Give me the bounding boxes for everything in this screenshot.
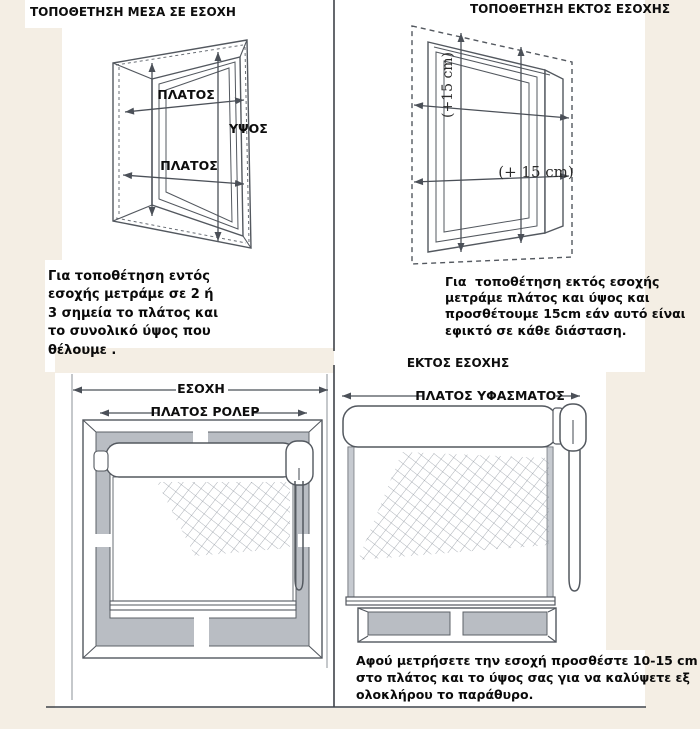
label-plus15-vertical: (+15 cm) (440, 51, 456, 119)
roller-tube (106, 443, 296, 477)
roller-tube (343, 406, 557, 447)
note-outside-recess (445, 274, 686, 339)
roller-outside-recess-diagram (342, 388, 586, 642)
note-line: Για τοποθέτηση εντός (48, 269, 210, 284)
label-height: ΥΨΟΣ (229, 121, 268, 136)
window-outside-diagram (412, 26, 574, 264)
sill-gray-left (368, 612, 450, 635)
note-line: ολοκλήρου το παράθυρο. (356, 687, 534, 702)
note-line: Αφού μετρήσετε την εσοχή προσθέστε 10-15 cm (356, 653, 698, 668)
title-inside-recess: ΤΟΠΟΘΕΤΗΣΗ ΜΕΣΑ ΣΕ ΕΣΟΧΗ (30, 5, 236, 19)
label-recess: ΕΣΟΧΗ (177, 381, 225, 396)
note-line: 3 σημεία το πλάτος και (48, 305, 219, 321)
title-outside-recess: ΤΟΠΟΘΕΤΗΣΗ ΕΚΤΟΣ ΕΣΟΧΗΣ (470, 2, 671, 16)
roller-inside-recess-diagram (72, 374, 328, 700)
note-line: θέλουμε . (48, 342, 117, 358)
note-line: το συνολικό ύψος που (48, 324, 211, 340)
sill-gray-right (463, 612, 547, 635)
title-outside-recess-bottom: ΕΚΤΟΣ ΕΣΟΧΗΣ (406, 356, 510, 370)
chain-loop (569, 450, 580, 591)
window-reveal (545, 70, 563, 233)
label-width-top: ΠΛΑΤΟΣ (157, 87, 215, 102)
wall-notch-right (298, 534, 311, 547)
wall-notch-bottom (194, 616, 209, 648)
label-plus15-horizontal: (+ 15 cm) (498, 163, 574, 181)
fabric-edge-left (348, 447, 354, 602)
label-roller-width: ΠΛΑΤΟΣ ΡΟΛΕΡ (150, 404, 260, 419)
window-recess-diagram (113, 40, 268, 248)
note-line: προσθέτουμε 15cm εάν αυτό είναι (445, 306, 686, 322)
note-line: μετράμε πλάτος και ύψος και (445, 290, 650, 306)
note-line: εσοχής μετράμε σε 2 ή (48, 287, 214, 303)
note-measure-recess (356, 652, 698, 703)
note-line: στο πλάτος και το ύψος σας για να καλύψετε εξ (356, 670, 690, 685)
bracket-left (94, 451, 108, 471)
wall-notch-left (94, 534, 112, 547)
note-inside-recess (48, 268, 218, 360)
label-fabric-width: ΠΛΑΤΟΣ ΥΦΑΣΜΑΤΟΣ (415, 388, 565, 403)
label-width-bottom: ΠΛΑΤΟΣ (160, 158, 218, 173)
note-line: Για τοποθέτηση εκτός εσοχής (445, 274, 660, 289)
note-line: εφικτό σε κάθε διάσταση. (445, 322, 627, 338)
